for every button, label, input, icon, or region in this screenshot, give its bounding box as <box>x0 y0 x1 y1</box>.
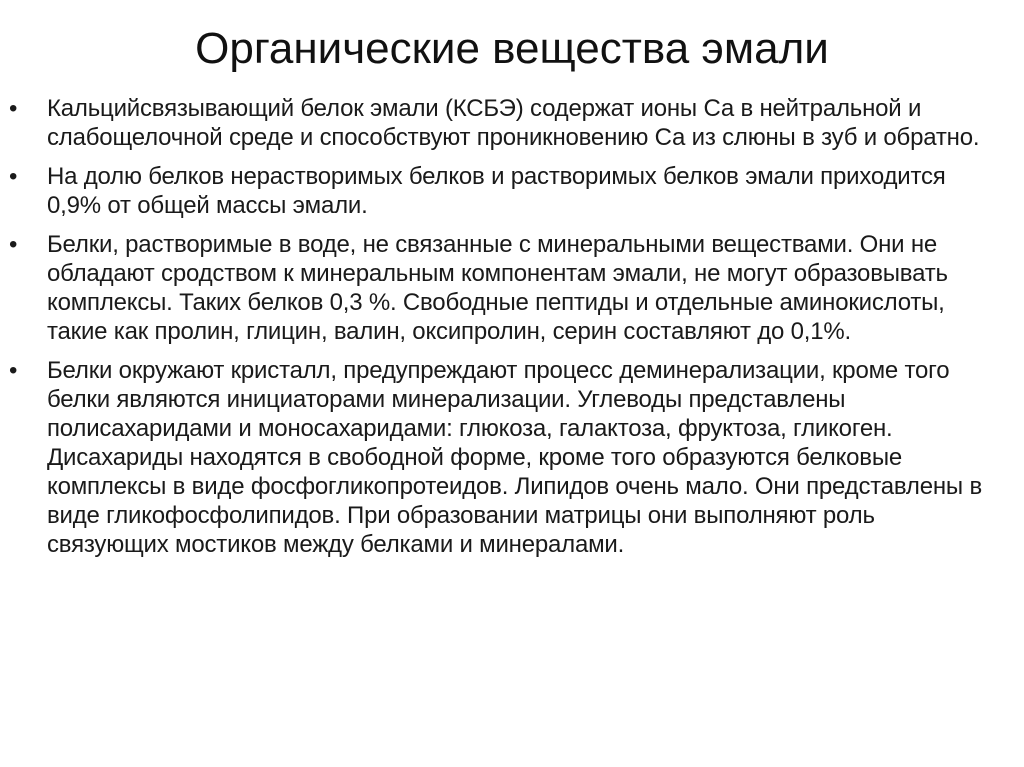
bullet-item <box>0 230 1024 346</box>
bullet-text: На долю белков нерастворимых белков и растворимых белков эмали приходится 0,9% от общей массы эмали. <box>47 163 946 219</box>
bullet-icon: • <box>9 357 18 384</box>
bullet-icon: • <box>9 163 18 190</box>
bullet-item <box>0 94 1024 152</box>
bullet-text: Белки, растворимые в воде, не связанные с минеральными веществами. Они не обладают сродством к минеральным компонентам эмали, не могут образовывать комплексы. Таких белков 0,3 %. Свободные пептиды и отдельные аминокислоты, такие как пролин, глицин, валин, оксипролин, серин составляют до 0,1%. <box>47 231 948 345</box>
bullet-item <box>0 356 1024 559</box>
bullet-list <box>0 94 1024 569</box>
bullet-icon: • <box>9 95 18 122</box>
bullet-item <box>0 162 1024 220</box>
bullet-text: Кальцийсвязывающий белок эмали (КСБЭ) содержат ионы Са в нейтральной и слабощелочной среде и способствуют проникновению Са из слюны в зуб и обратно. <box>47 95 980 151</box>
bullet-icon: • <box>9 231 18 258</box>
slide-title: Органические вещества эмали <box>195 24 829 73</box>
bullet-text: Белки окружают кристалл, предупреждают процесс деминерализации, кроме того белки являются инициаторами минерализации. Углеводы представлены полисахаридами и моносахаридами: глюкоза, галактоза, фруктоза, гликоген. Дисахариды находятся в свободной форме, кроме того образуются белковые комплексы в виде фосфогликопротеидов. Липидов очень мало. Они представлены в виде гликофосфолипидов. При образовании матрицы они выполняют роль связующих мостиков между белками и минералами. <box>47 357 983 558</box>
